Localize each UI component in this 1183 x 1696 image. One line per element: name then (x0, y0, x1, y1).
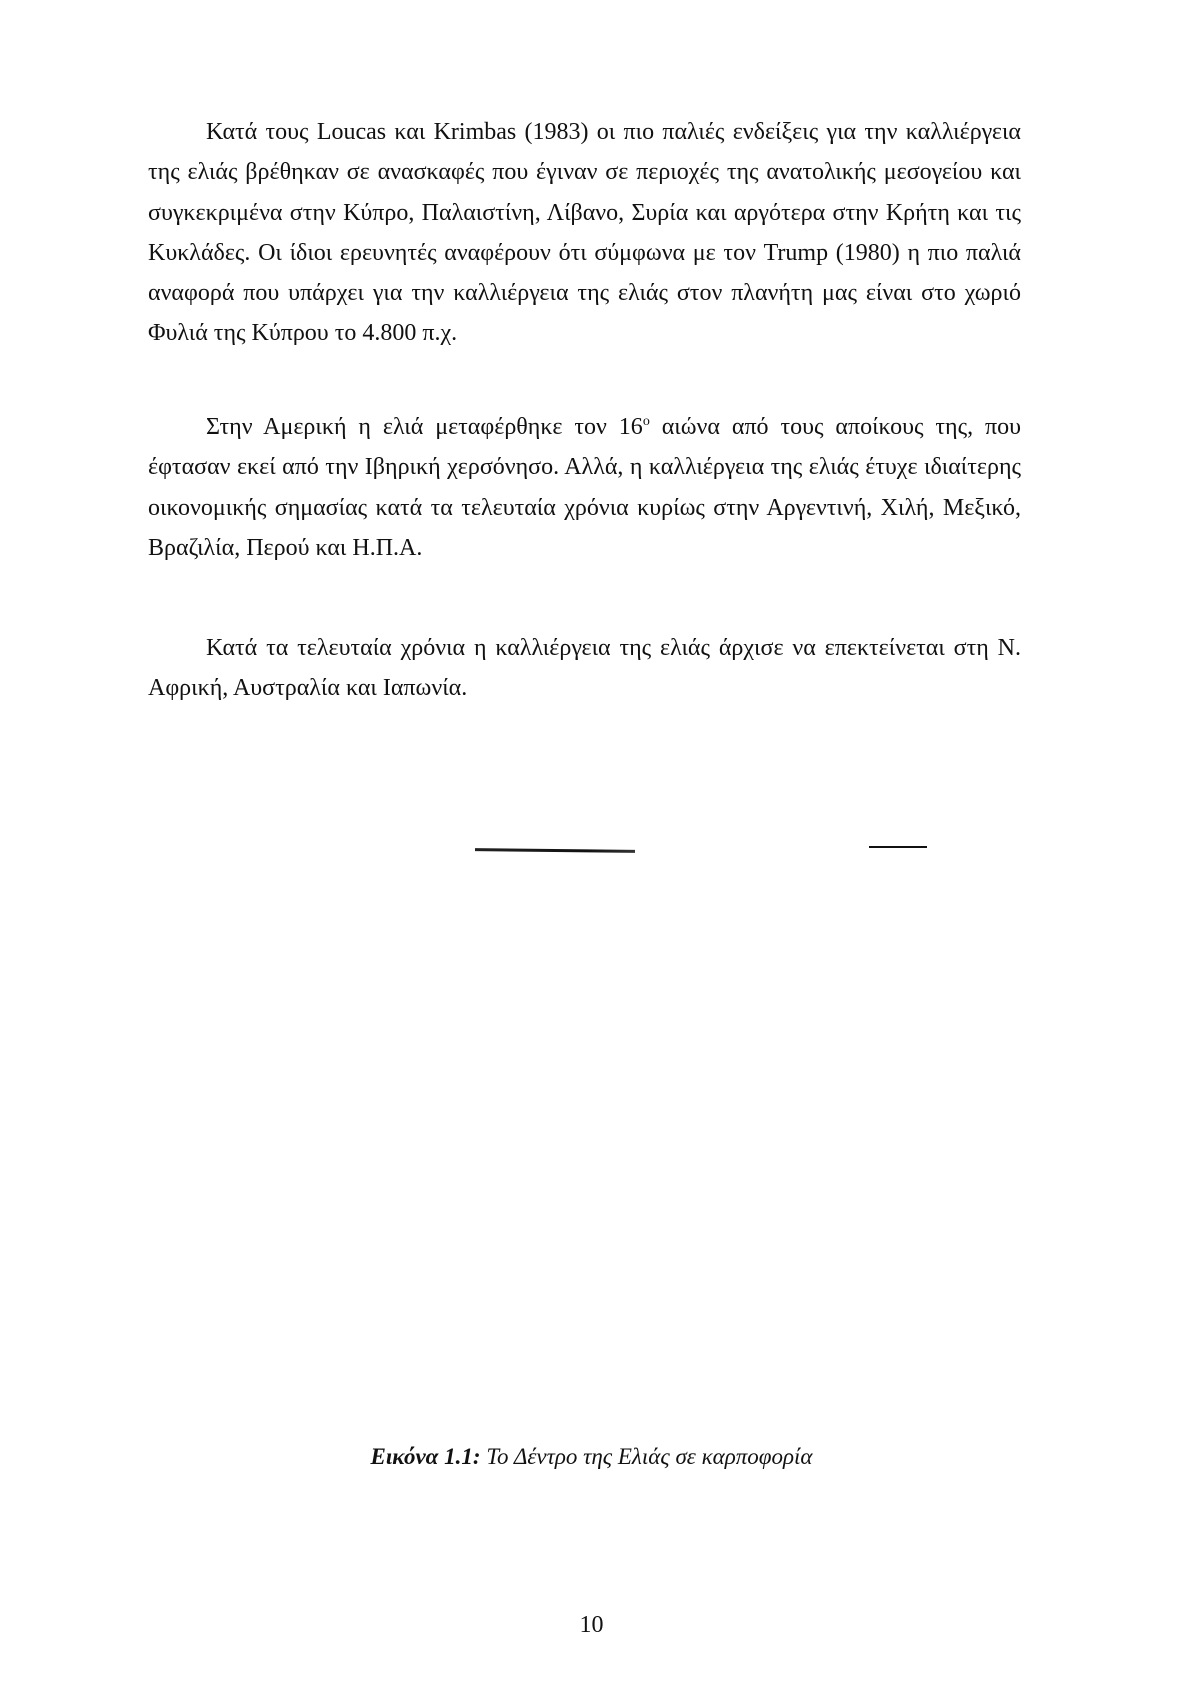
page-number: 10 (579, 1612, 604, 1638)
figure-caption-text: Το Δέντρο της Ελιάς σε καρποφορία (480, 1444, 813, 1469)
paragraph-recent-expansion: Κατά τα τελευταία χρόνια η καλλιέργεια της ελιάς άρχισε να επεκτείνεται στη Ν. Αφρική, Αυστραλία και Ιαπωνία. (148, 635, 1021, 702)
scan-mark-right (869, 846, 927, 848)
paragraph-origins: Κατά τους Loucas και Krimbas (1983) οι πιο παλιές ενδείξεις για την καλλιέργεια της ελιάς βρέθηκαν σε ανασκαφές που έγιναν σε περιοχές της ανατολικής μεσογείου και συγκεκριμένα στην Κύπρο, Παλαιστίνη, Λίβανο, Συρία και αργότερα στην Κρήτη και τις Κυκλάδες. Οι ίδιοι ερευνητές αναφέρουν ότι σύμφωνα με τον Trump (1980) η πιο παλιά αναφορά που υπάρχει για την καλλιέργεια της ελιάς στον πλανήτη μας είναι στο χωριό Φυλιά της Κύπρου το 4.800 π.χ. (148, 119, 1021, 347)
ordinal-superscript: ο (642, 414, 650, 429)
paragraph-america (148, 407, 1021, 568)
figure-caption (0, 1444, 1183, 1470)
scan-mark-left (475, 848, 635, 853)
paragraph-america-end: αιώνα από τους αποίκους της, που έφτασαν εκεί από την Ιβηρική χερσόνησο. Αλλά, η καλλιέργεια της ελιάς έτυχε ιδιαίτερης οικονομικής σημασίας κατά τα τελευταία χρόνια κυρίως στην Αργεντινή, Χιλή, Μεξικό, Βραζιλία, Περού και Η.Π.Α. (148, 414, 1021, 561)
figure-caption-label: Εικόνα 1.1: (370, 1444, 481, 1469)
paragraph-america-start: Στην Αμερική η ελιά μεταφέρθηκε τον 16 (206, 414, 643, 440)
